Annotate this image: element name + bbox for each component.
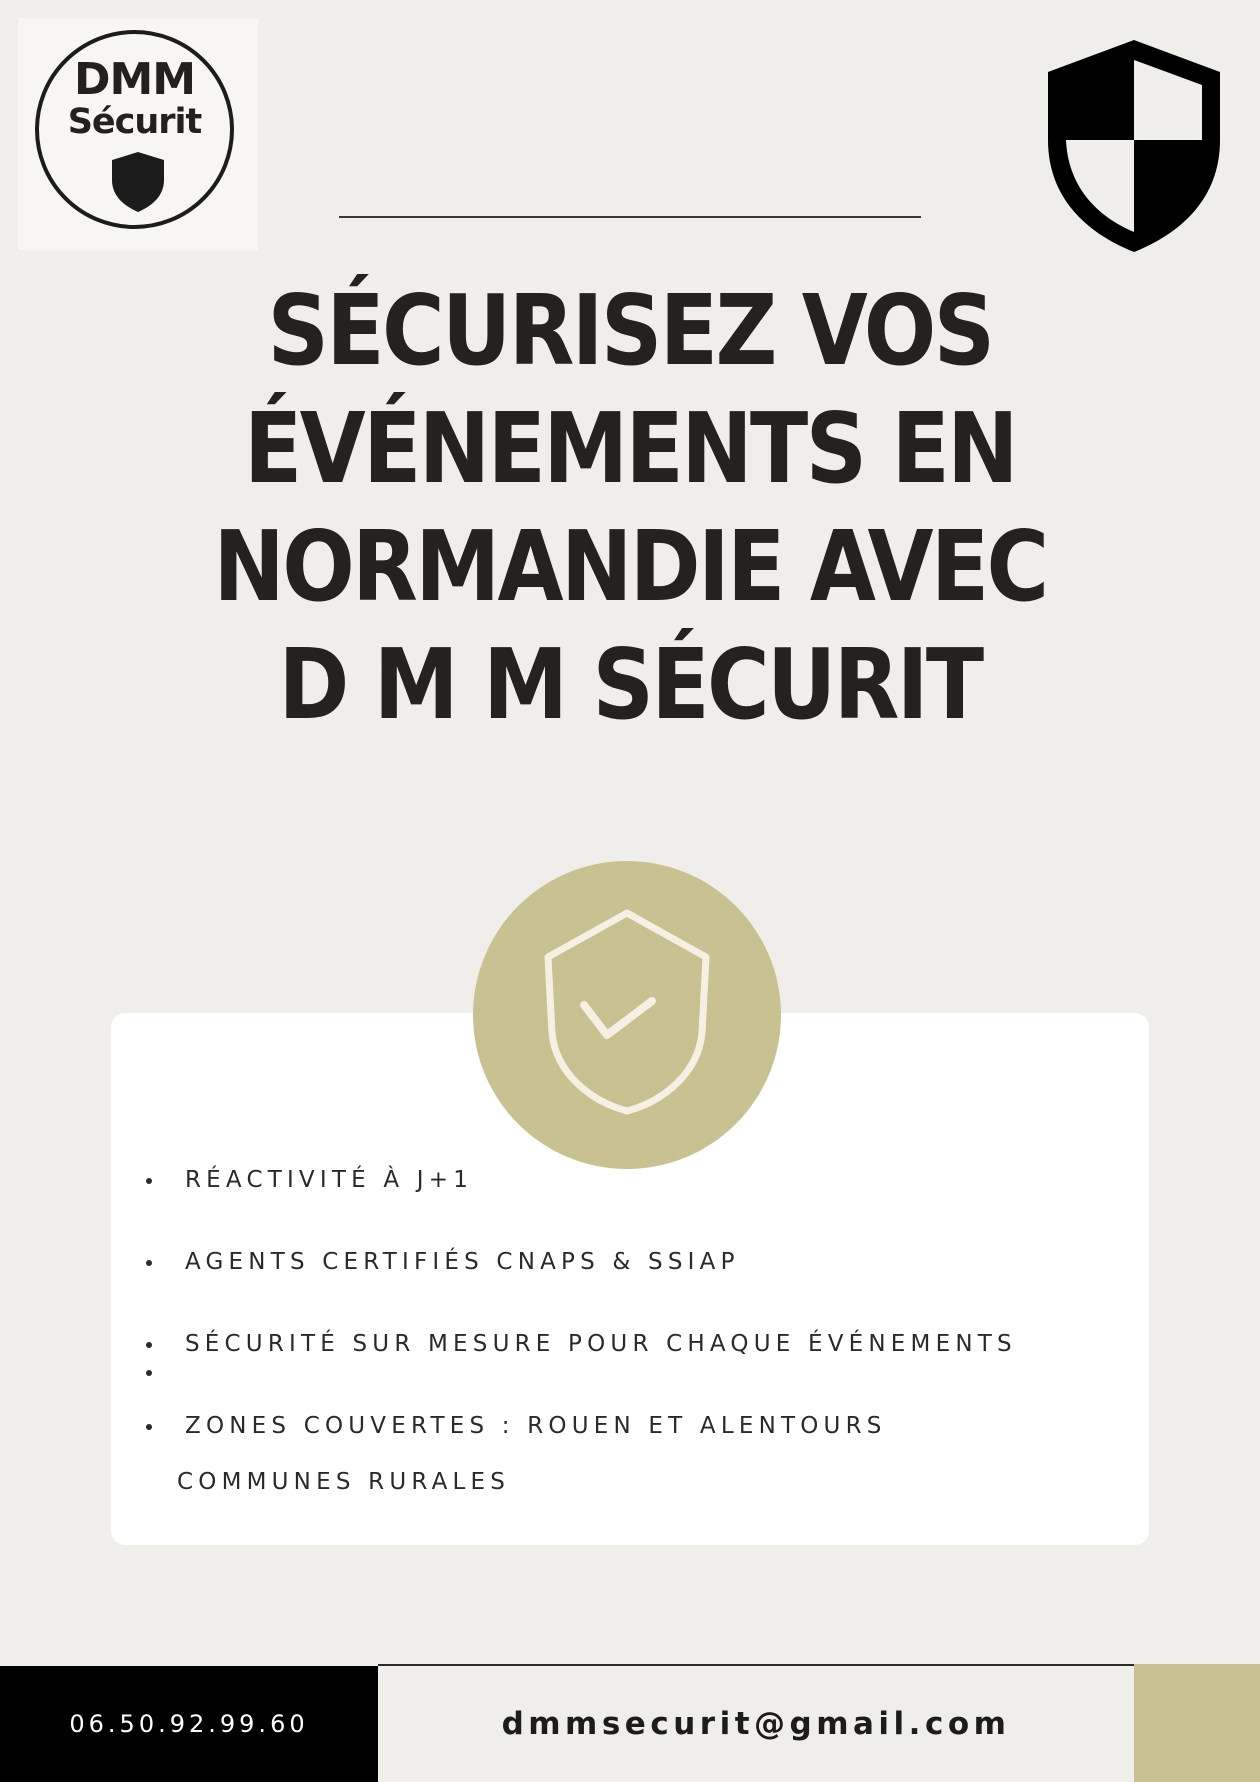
headline-line: ÉVÉNEMENTS EN [244, 392, 1016, 505]
logo-badge [35, 30, 234, 229]
bullet [146, 1370, 152, 1376]
list-item [135, 1406, 1135, 1495]
feature-text: RÉACTIVITÉ À J+1 [185, 1167, 474, 1193]
bullet [146, 1342, 152, 1348]
footer-accent-block [1134, 1664, 1260, 1782]
header-divider [339, 216, 921, 218]
company-logo [18, 18, 258, 250]
phone-number[interactable]: 06.50.92.99.60 [69, 1710, 309, 1738]
list-item [135, 1242, 1135, 1324]
logo-text-line1: DMM [73, 54, 196, 105]
list-item [135, 1160, 1135, 1242]
shield-quartered-icon [1044, 36, 1224, 256]
security-badge [473, 861, 781, 1169]
footer-email[interactable] [378, 1664, 1134, 1782]
list-item [135, 1324, 1135, 1406]
feature-text: ZONES COUVERTES : ROUEN ET ALENTOURS [185, 1413, 887, 1439]
feature-text-continuation: COMMUNES RURALES [177, 1469, 511, 1495]
feature-text: SÉCURITÉ SUR MESURE POUR CHAQUE ÉVÉNEMENTS [185, 1331, 1017, 1357]
headline-line: D M M SÉCURIT [278, 628, 982, 741]
logo-text-line2: Sécurit [67, 102, 202, 142]
bullet [146, 1424, 152, 1430]
headline [90, 272, 1170, 744]
feature-text: AGENTS CERTIFIÉS CNAPS & SSIAP [185, 1249, 740, 1275]
email-address[interactable]: dmmsecurit@gmail.com [501, 1706, 1011, 1742]
headline-line: NORMANDIE AVEC [213, 510, 1047, 623]
footer-phone[interactable] [0, 1666, 378, 1782]
shield-check-icon [534, 905, 720, 1121]
shield-icon [110, 150, 166, 214]
features-list [135, 1160, 1135, 1495]
bullet [146, 1178, 152, 1184]
bullet [146, 1260, 152, 1266]
headline-line: SÉCURISEZ VOS [267, 274, 993, 387]
